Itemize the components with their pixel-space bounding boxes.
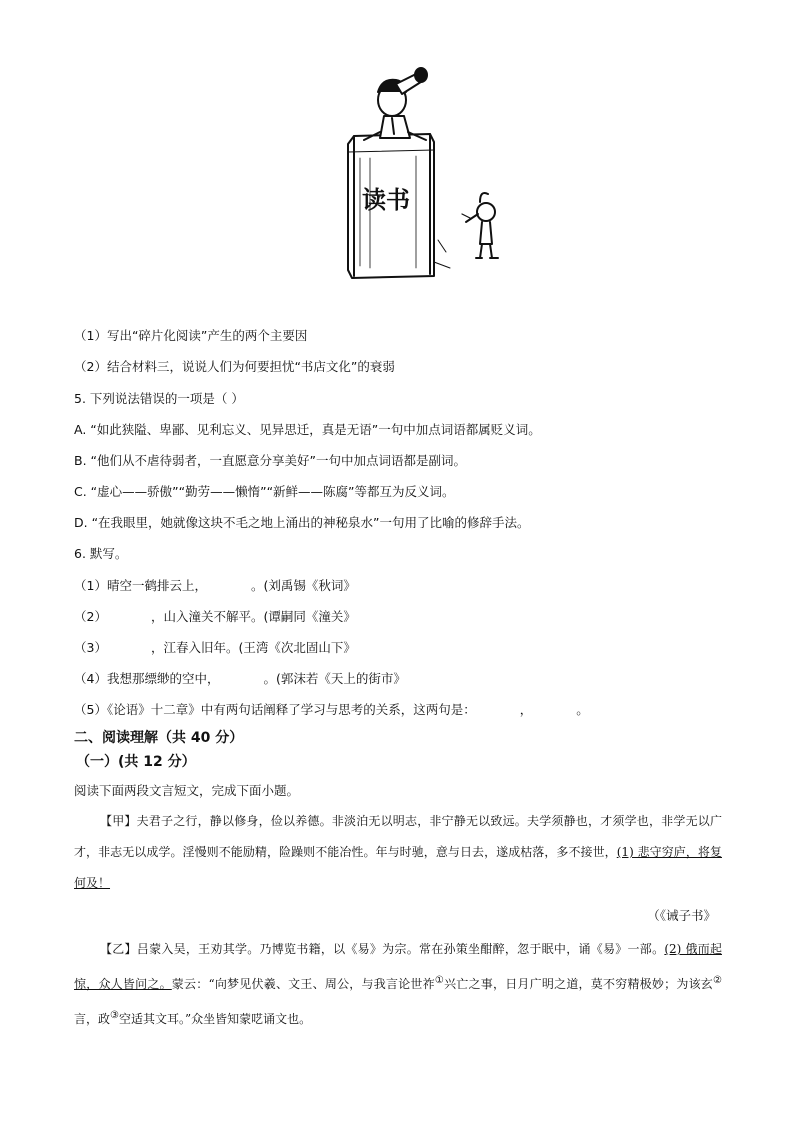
question-6-item-1: （1）晴空一鹤排云上， 。(刘禹锡《秋词》 — [74, 578, 356, 593]
passage-jia-text: 夫君子之行，静以修身，俭以养德。非淡泊无以明志，非宁静无以致远。夫学须静也，才须学也，非学无以广才，非志无以成学。淫慢则不能励精，险躁则不能冶性。年与时驰，意与日去，遂成枯落，多不接世， — [74, 814, 722, 859]
section-2-part-1-title: （一）(共 12 分） — [76, 754, 196, 770]
footnote-marker-2: ② — [713, 975, 722, 986]
question-5-option-c: C. “虚心——骄傲”“勤劳——懒惰”“新鲜——陈腐”等都互为反义词。 — [74, 484, 455, 499]
passage-jia-label: 【甲】 — [100, 814, 137, 828]
passage-yi: 【乙】吕蒙入吴，王劝其学。乃博览书籍，以《易》为宗。常在孙策坐酣醉，忽于眠中，诵《易》一部。(2) 俄而起惊，众人皆问之。蒙云：“向梦见伏羲、文王、周公，与我言论世祚①兴亡之事，日月广明之道，莫不穷精极妙；为该玄②言，政③空适其文耳。”众坐皆知蒙呓诵文也。 — [74, 942, 722, 1026]
question-4-2: （2）结合材料三，说说人们为何要担忧“书店文化”的衰弱 — [74, 359, 395, 374]
section-2-instruction: 阅读下面两段文言短文，完成下面小题。 — [74, 783, 300, 798]
passage-yi-label: 【乙】 — [100, 942, 137, 956]
book-cover-label: 读书 — [362, 186, 410, 214]
passage-yi-underlined-sentence: (2) 俄而起惊，众人皆问之。 — [74, 942, 722, 991]
footnote-marker-1: ① — [434, 975, 445, 986]
question-5-option-d: D. “在我眼里，她就像这块不毛之地上涌出的神秘泉水”一句用了比喻的修辞手法。 — [74, 515, 530, 530]
question-6-item-2: （2） ，山入潼关不解平。(谭嗣同《潼关》 — [74, 609, 356, 624]
section-2-title: 二、阅读理解（共 40 分） — [74, 730, 244, 746]
question-5-option-b: B. “他们从不虐待弱者，一直愿意分享美好”一句中加点词语都是副词。 — [74, 453, 466, 468]
question-6-stem: 6. 默写。 — [74, 546, 128, 561]
footnote-marker-3: ③ — [110, 1010, 119, 1021]
question-6-item-3: （3） ，江春入旧年。(王湾《次北固山下》 — [74, 640, 356, 655]
reading-cartoon-illustration — [330, 62, 510, 284]
question-4-1: （1）写出“碎片化阅读”产生的两个主要因 — [74, 328, 308, 343]
question-6-item-4: （4）我想那缥缈的空中， 。(郭沫若《天上的街市》 — [74, 671, 406, 686]
passage-jia — [74, 806, 722, 899]
passage-jia-source: （《诫子书》 — [647, 908, 716, 923]
passage-jia-underlined-sentence: (1) 悲守穷庐，将复何及！ — [74, 845, 722, 890]
question-6-item-5: （5）《论语》十二章》中有两句话阐释了学习与思考的关系，这两句是： ， 。 — [74, 702, 589, 717]
question-5-stem: 5. 下列说法错误的一项是（ ） — [74, 391, 244, 406]
question-5-option-a: A. “如此狭隘、卑鄙、见利忘义、见异思迁，真是无语”一句中加点词语都属贬义词。 — [74, 422, 541, 437]
